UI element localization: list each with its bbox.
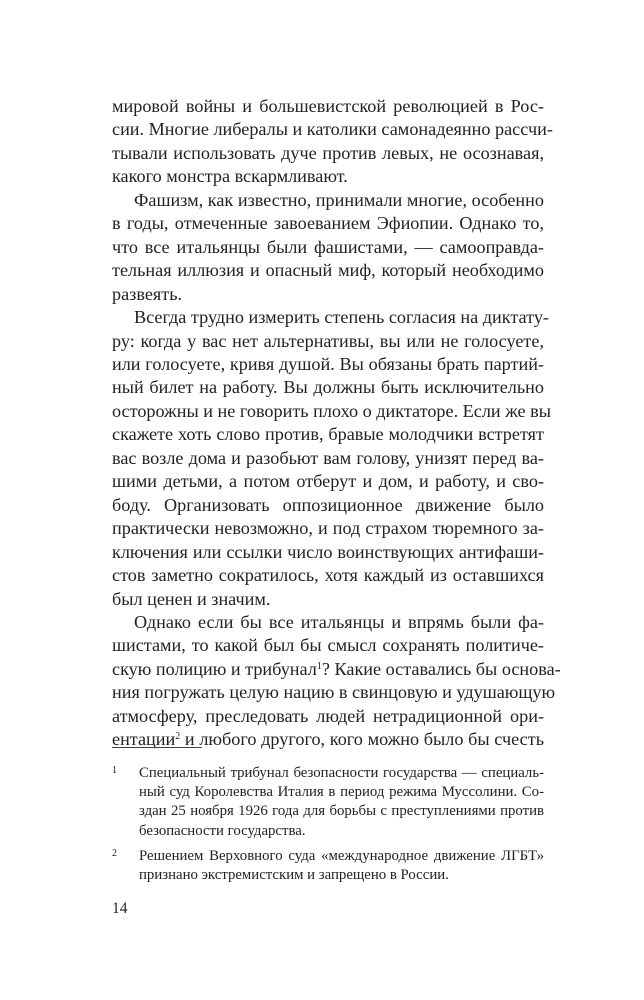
text-fragment: и любого другого, кого можно было бы счесть xyxy=(180,729,544,750)
paragraph xyxy=(112,306,551,611)
text-line: скажете хоть слово против, бравые молодчики встретят xyxy=(112,424,544,445)
footnote-line: Специальный трибунал безопасности государства — специаль- xyxy=(139,765,544,781)
text-line: в годы, отмеченные завоеванием Эфиопии. Однако то, xyxy=(112,213,544,234)
text-line: тывали использовать дуче против левых, не осознавая, xyxy=(112,142,544,163)
text-line xyxy=(112,728,544,751)
text-line: что все итальянцы были фашистами, — самооправда- xyxy=(112,236,544,257)
paragraph xyxy=(112,189,544,306)
text-line: Фашизм, как известно, принимали многие, особенно xyxy=(134,189,544,210)
text-line: Однако если бы все итальянцы и впрямь были фа- xyxy=(134,611,544,632)
text-line: практически невозможно, и под страхом тюремного за- xyxy=(112,518,544,539)
text-line xyxy=(112,658,561,681)
text-line: мировой войны и большевистской революцией в Рос- xyxy=(112,96,544,116)
text-line: какого монстра вскармливают. xyxy=(112,166,348,187)
text-line: атмосферу, преследовать людей нетрадиционной ори- xyxy=(112,705,544,726)
main-text xyxy=(112,95,561,752)
paragraph xyxy=(112,95,553,189)
page-number: 14 xyxy=(112,900,128,917)
footnote-ref[interactable]: 1 xyxy=(316,660,322,672)
text-line: шими детьми, а потом отберут и дом, и работу, и сво- xyxy=(112,471,544,492)
footnote-number: 1 xyxy=(112,765,117,776)
text-line: ния погружать целую нацию в свинцовую и удушающую xyxy=(112,682,556,703)
footnote-line: Решением Верховного суда «международное движение ЛГБТ» xyxy=(139,847,544,864)
text-fragment: скую полицию и трибунал xyxy=(112,658,317,679)
footnote xyxy=(112,764,544,841)
footnote xyxy=(112,847,544,885)
footnote-divider xyxy=(112,747,202,748)
text-line: осторожны и не говорить плохо о диктаторе. Если же вы xyxy=(112,400,551,421)
footnote-ref[interactable]: 2 xyxy=(175,731,181,743)
paragraph xyxy=(112,611,561,752)
text-line: ключения или ссылки число воинствующих антифаши- xyxy=(112,541,544,562)
footnote-line: признано экстремистским и запрещено в России. xyxy=(139,867,449,884)
footnote-line: ный суд Королевства Италия в период режима Муссолини. Со- xyxy=(139,784,544,801)
text-line: ру: когда у вас нет альтернативы, вы или не голосуете, xyxy=(112,330,544,351)
text-line: вас возле дома и разобьют вам голову, унизят перед ва- xyxy=(112,447,544,468)
text-line: ный билет на работу. Вы должны быть исключительно xyxy=(112,377,544,398)
text-line: тельная иллюзия и опасный миф, который необходимо xyxy=(112,260,544,281)
text-line: стов заметно сократилось, хотя каждый из оставшихся xyxy=(112,565,544,586)
footnotes xyxy=(112,764,544,891)
text-line: или голосуете, кривя душой. Вы обязаны брать партий- xyxy=(112,353,544,374)
footnote-line: безопасности государства. xyxy=(139,822,306,839)
text-line: Всегда трудно измерить степень согласия на диктату- xyxy=(134,307,549,328)
text-line: развеять. xyxy=(112,283,183,304)
text-line: сии. Многие либералы и католики самонадеянно рассчи- xyxy=(112,119,553,140)
text-line: был ценен и значим. xyxy=(112,588,271,609)
text-line: шистами, то какой был бы смысл сохранять политиче- xyxy=(112,635,544,656)
footnote-number: 2 xyxy=(112,847,117,859)
footnote-line: здан 25 ноября 1926 года для борьбы с преступлениями против xyxy=(139,803,544,820)
text-fragment: ? Какие оставались бы основа- xyxy=(321,658,561,679)
text-line: боду. Организовать оппозиционное движение было xyxy=(112,494,544,515)
text-fragment: ентации xyxy=(112,729,176,750)
